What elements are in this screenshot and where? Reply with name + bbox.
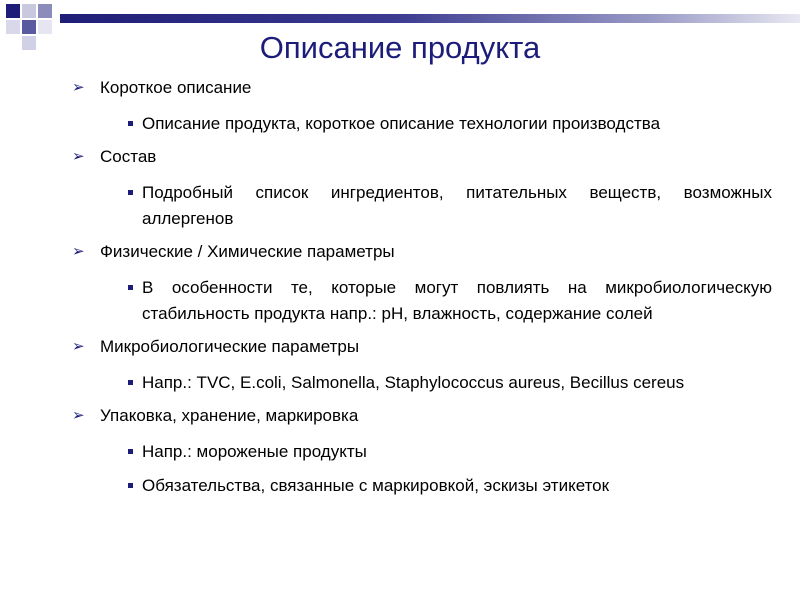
arrowhead-bullet-icon: ➢ (72, 79, 85, 96)
section-heading (72, 335, 772, 359)
section-heading (72, 404, 772, 428)
square-bullet-icon (128, 449, 133, 454)
section-heading (72, 240, 772, 264)
arrowhead-bullet-icon: ➢ (72, 243, 85, 260)
section-heading-text: Микробиологические параметры (100, 337, 360, 356)
section-heading (72, 76, 772, 100)
square-bullet-icon (128, 190, 133, 195)
section-item (128, 439, 772, 465)
section-item-text: Описание продукта, короткое описание технологии производства (142, 114, 661, 133)
arrowhead-bullet-icon: ➢ (72, 148, 85, 165)
section-item-text: Напр.: TVC, E.coli, Salmonella, Staphylococcus aureus, Becillus cereus (142, 373, 685, 392)
square-bullet-icon (128, 380, 133, 385)
decor-square (22, 4, 36, 18)
slide-content (72, 76, 772, 507)
arrowhead-bullet-icon: ➢ (72, 338, 85, 355)
section-heading-text: Короткое описание (100, 78, 252, 97)
section-item-text: Подробный список ингредиентов, питательных веществ, возможных аллергенов (142, 183, 772, 228)
decor-square (6, 4, 20, 18)
section-heading-text: Физические / Химические параметры (100, 242, 395, 261)
section-item (128, 370, 772, 396)
square-bullet-icon (128, 285, 133, 290)
section-item (128, 473, 772, 499)
section-item-text: Напр.: мороженые продукты (142, 442, 367, 461)
section-heading-text: Упаковка, хранение, маркировка (100, 406, 359, 425)
decor-square (38, 4, 52, 18)
slide-title: Описание продукта (259, 30, 541, 65)
square-bullet-icon (128, 483, 133, 488)
section-heading (72, 145, 772, 169)
section-item-text: В особенности те, которые могут повлиять на микробиологическую стабильность продукта напр.: pH, влажность, содержание солей (142, 278, 772, 323)
title-bar-decoration (60, 14, 800, 23)
arrowhead-bullet-icon: ➢ (72, 407, 85, 424)
square-bullet-icon (128, 121, 133, 126)
section-item (128, 180, 772, 232)
section-item (128, 275, 772, 327)
section-heading-text: Состав (100, 147, 157, 166)
section-item-text: Обязательства, связанные с маркировкой, эскизы этикеток (142, 476, 610, 495)
section-item (128, 111, 772, 137)
